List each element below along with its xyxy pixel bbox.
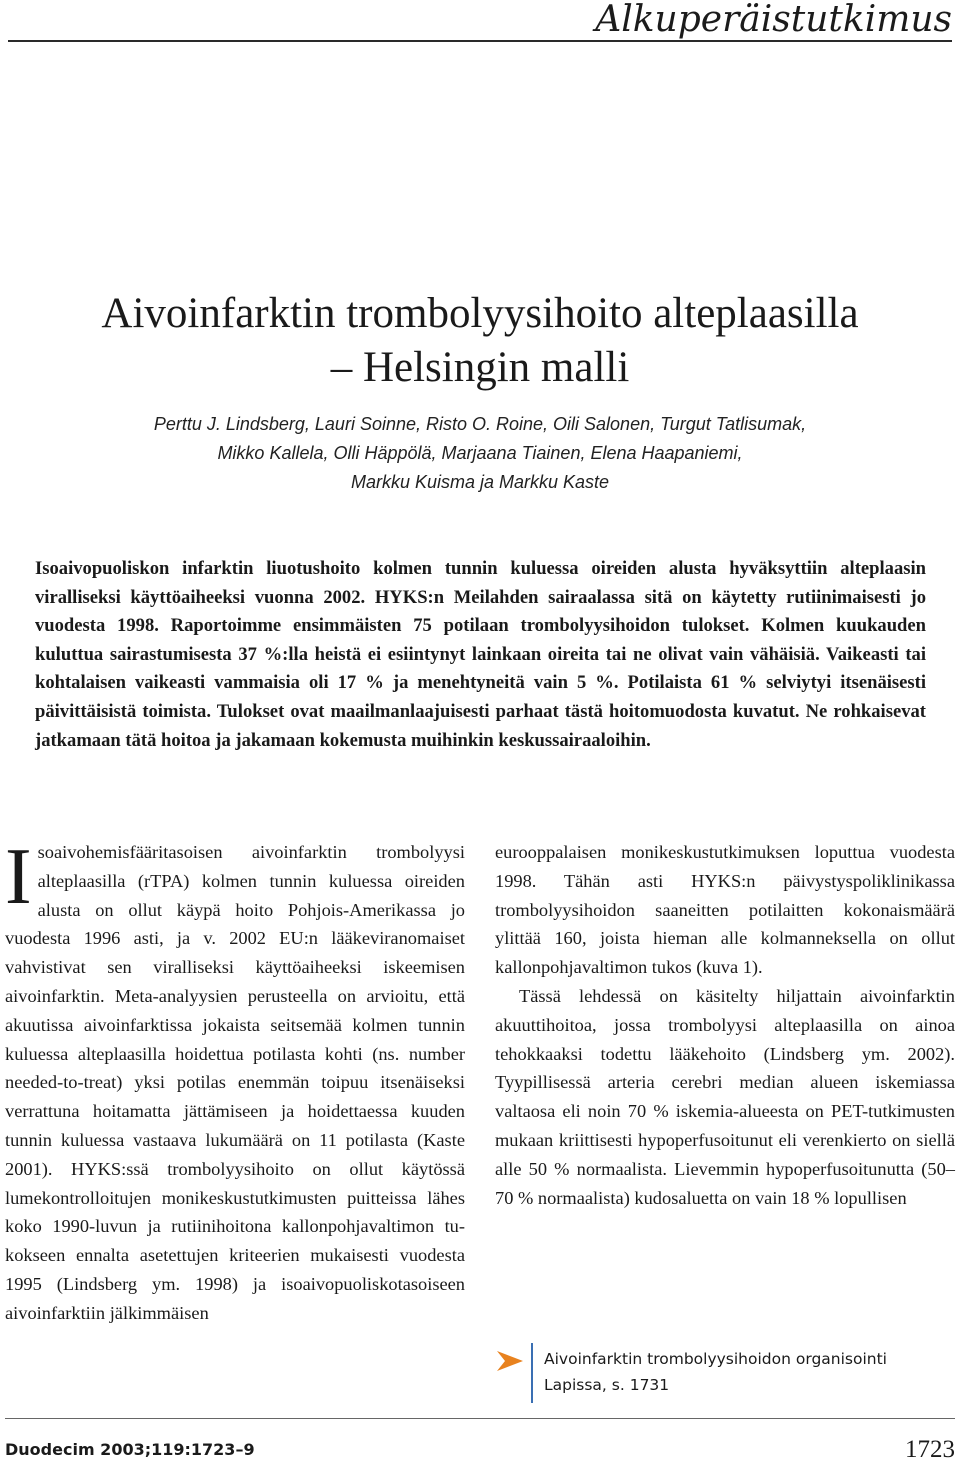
title-line-2: – Helsingin malli (330, 344, 630, 391)
body-column-right (495, 838, 955, 1212)
author-list (0, 410, 960, 497)
right-paragraph-2: Tässä lehdessä on käsitelty hiljattain aivoinfarktin akuuttihoitoa, jossa trombolyysi alteplaasilla on ainoa tehokkaaksi todettu lääkehoito (Lindsberg ym. 2002). Tyypillisessä arteria cerebri median alueen iskemiassa valtaosa eli noin 70 % iskemia-alueesta on PET-tutkimusten mukaan kriittisesti hypoperfusoitunut eli verenkierto on siellä alle 50 % normaalista. Lievemmin hypoperfusoitunutta (50–70 % normaalista) kudosaluetta on vain 18 % lopullisen (495, 985, 955, 1208)
article-title (0, 287, 960, 395)
footer-rule (5, 1418, 955, 1419)
crossref-text[interactable] (544, 1346, 887, 1398)
section-label: Alkuperäistutkimus (595, 0, 952, 40)
authors-line-3: Markku Kuisma ja Markku Kaste (350, 472, 610, 492)
cross-reference[interactable] (497, 1343, 937, 1403)
page-number: 1723 (905, 1436, 955, 1463)
authors-line-2: Mikko Kallela, Olli Häppölä, Marjaana Tiainen, Elena Haapaniemi, (217, 443, 743, 463)
journal-citation: Duodecim 2003;119:1723–9 (5, 1440, 255, 1459)
body-column-left (5, 833, 465, 1328)
authors-line-1: Perttu J. Lindsberg, Lauri Soinne, Risto O. Roine, Oili Salonen, Turgut Tatlisumak, (153, 414, 807, 434)
abstract: Isoaivopuoliskon infarktin liuotushoito kolmen tunnin kuluessa oireiden alusta hyväksyttiin alteplaasin viralliseksi käyttöaiheeksi vuonna 2002. HYKS:n Meilahden sairaalassa sitä on käytetty rutiinimaisesti jo vuodesta 1998. Raportoimme ensimmäisten 75 potilaan trombolyysihoidon tulokset. Kolmen kuukauden kuluttua sairastumisesta 37 %:lla heistä ei esiintynyt lainkaan oireita tai ne olivat vain vähäisiä. Vaikeasti tai kohtalaisen vaikeasti vammaisia oli 17 % ja menehtyneitä vain 5 %. Potilaista 61 % selviytyi itsenäisesti päivittäisistä toimista. Tulokset ovat maailmanlaajuisesti parhaat tästä hoitomuodosta kuvatut. Ne rohkaisevat jatkamaan tätä hoitoa ja jakamaan kokemusta muihinkin keskussairaaloihin. (35, 558, 926, 751)
drop-cap: I (5, 833, 32, 921)
body-paragraph (5, 833, 465, 1328)
header-rule (8, 40, 952, 42)
arrow-right-icon (497, 1351, 523, 1371)
crossref-line-1: Aivoinfarktin trombolyysihoidon organisointi (544, 1350, 887, 1368)
title-line-1: Aivoinfarktin trombolyysihoito alteplaasilla (101, 290, 859, 337)
right-paragraph-1: eurooppalaisen monikeskustutkimuksen loputtua vuodesta 1998. Tähän asti HYKS:n päivystyspoliklinikassa trombolyysihoidon saaneitten potilaitten kokonaismäärä ylittää 160, joista hieman alle kolmanneksella on ollut kallonpohjavaltimon tukos (kuva 1). (495, 842, 955, 978)
crossref-line-2: Lapissa, s. 1731 (544, 1376, 670, 1394)
crossref-accent-bar (531, 1343, 533, 1403)
left-column-text: soaivohemisfääritasoisen aivoinfarktin trombolyysi alteplaasilla (rTPA) kolmen tunnin kuluessa oireiden alusta on ollut käypä hoito Pohjois-Amerikassa jo vuodesta 1996 asti, ja v. 2002 EU:n lääkeviranomaiset vahvistivat sen viralliseksi käyttöaiheeksi iskeemisen aivoinfarktin. Meta-analyysien perusteella on arvioitu, että akuutissa aivoinfarktissa jokaista seitsemää kolmen tunnin kuluessa alteplaasilla hoidettua potilasta kohti (ns. number needed-to-treat) yksi potilas enemmän toipuu itsenäiseksi verrattuna hoitamatta jättämiseen ja hoidettaessa kuuden tunnin kuluessa vastaava lukumäärä on 11 potilasta (Kaste 2001). HYKS:ssä trombolyysihoito on ollut käytössä lumekontrolloitujen monikeskustutkimusten puitteissa lähes koko 1990-luvun ja rutiinihoitona kallonpohjavaltimon tukokseen ennalta asetettujen kriteerien mukaisesti vuodesta 1995 (Lindsberg ym. 1998) ja isoaivopuoliskotasoiseen aivoinfarktiin jälkimmäisen (5, 842, 465, 1323)
